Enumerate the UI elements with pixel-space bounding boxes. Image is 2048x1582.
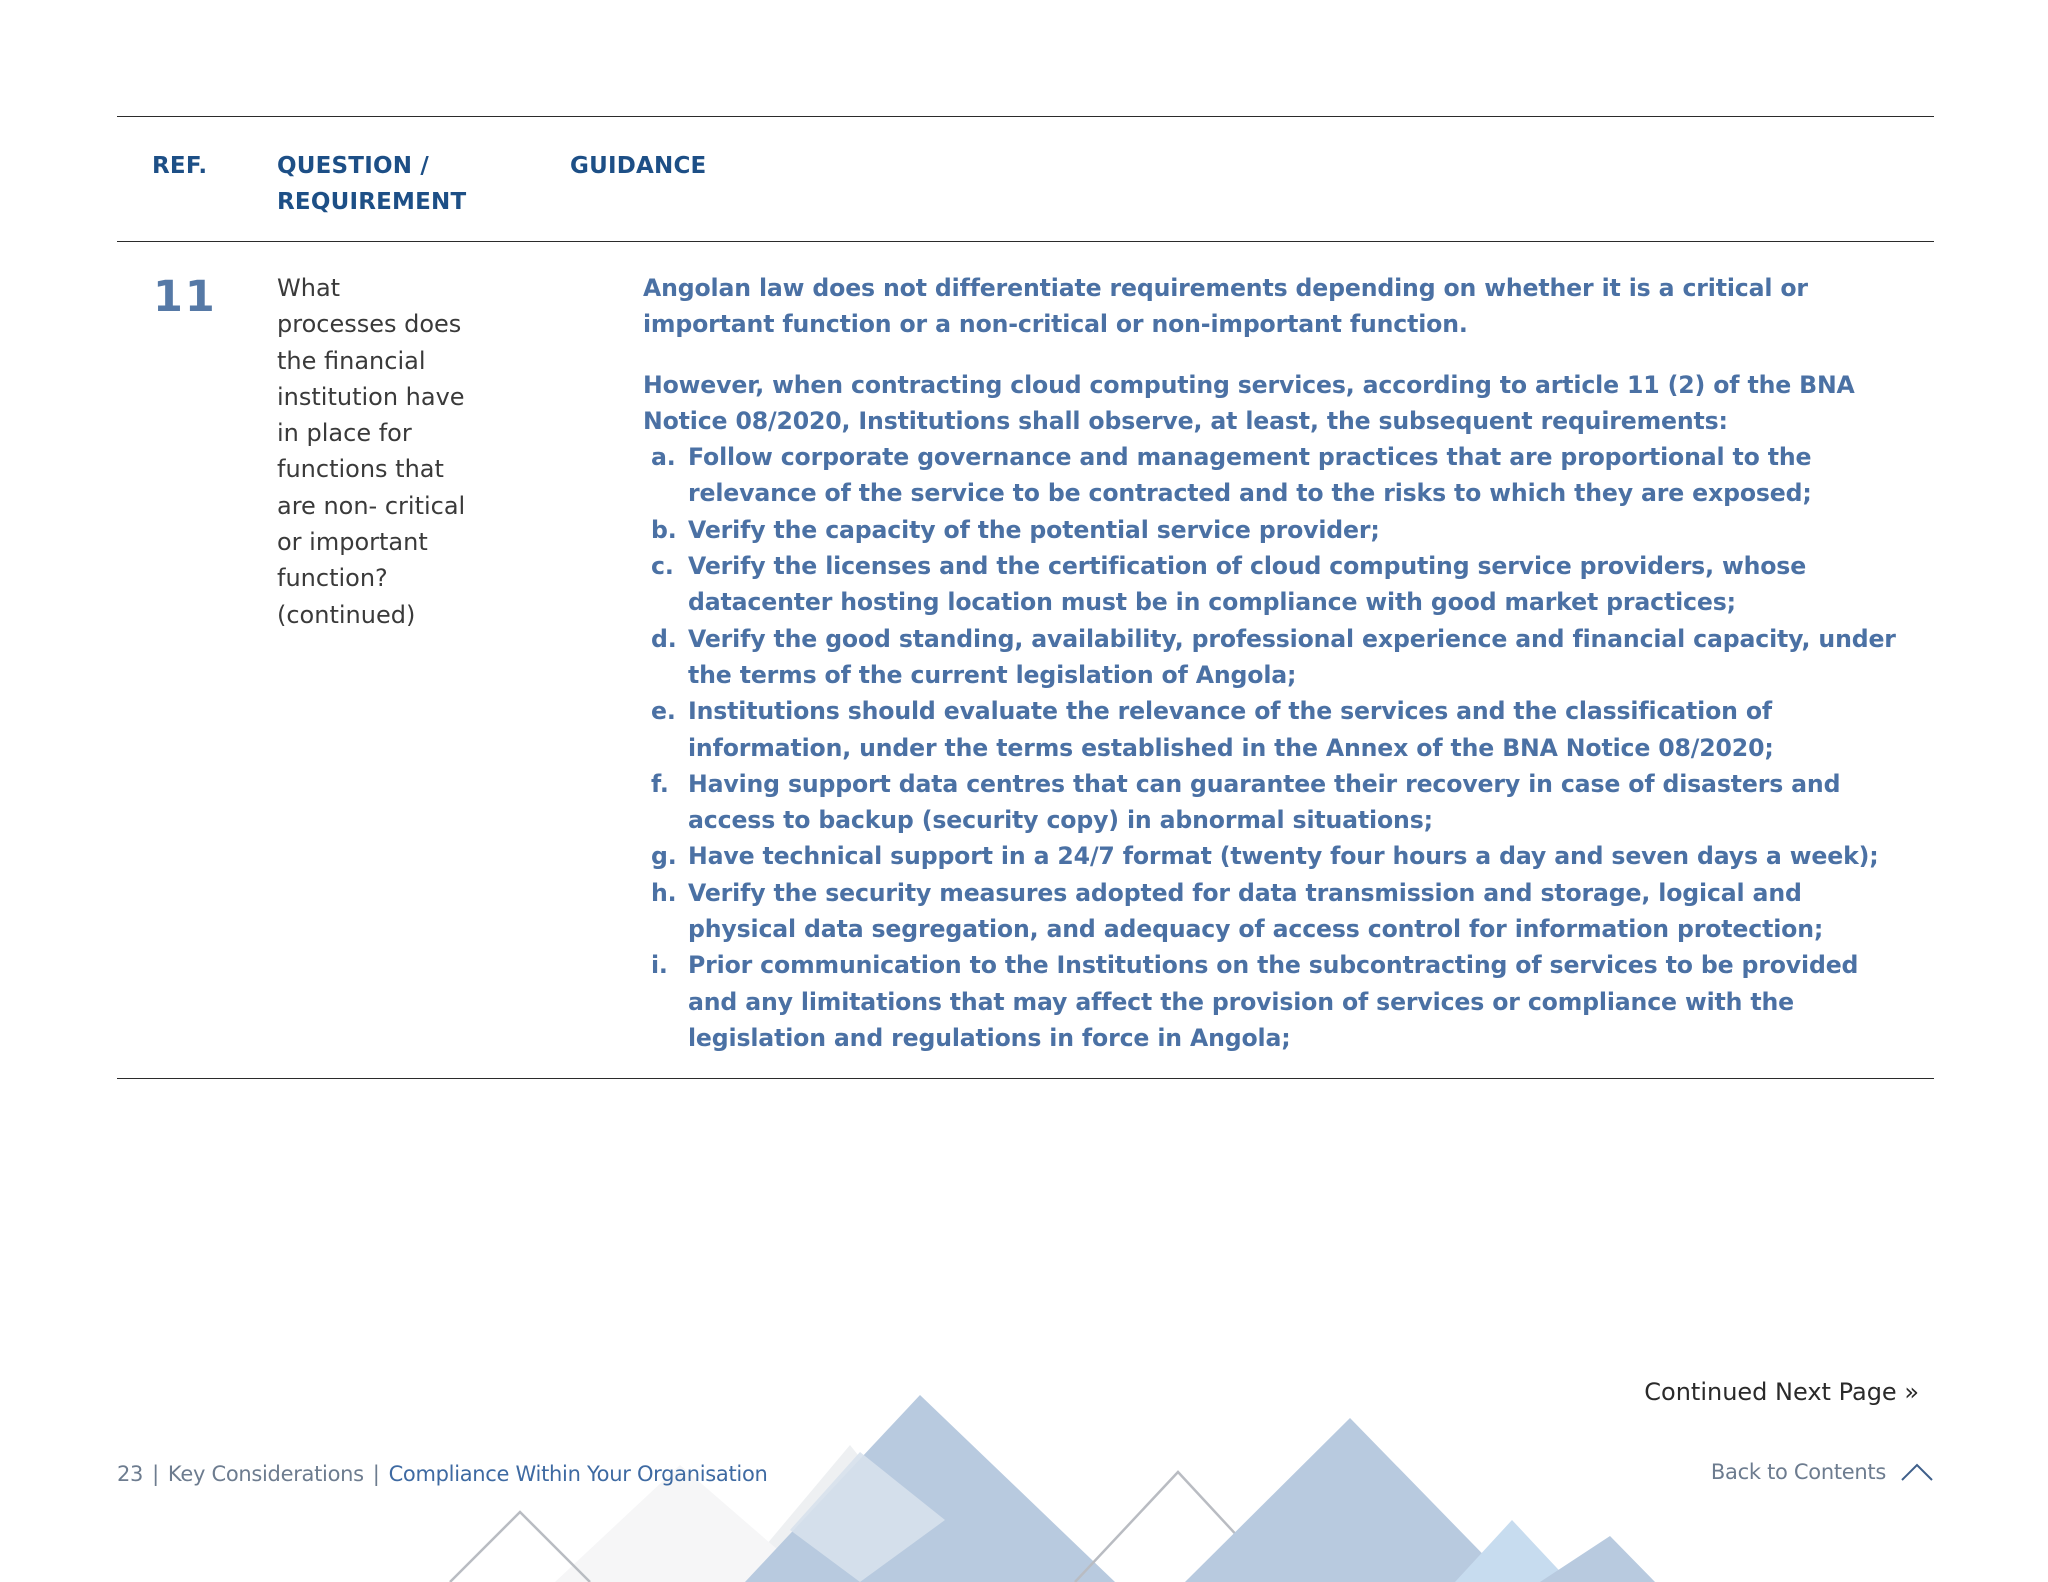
list-item-text: Verify the capacity of the potential service provider; bbox=[688, 515, 1380, 544]
list-item-text: Follow corporate governance and management practices that are proportional to the relevance of the service to be contracted and to the risks to which they are exposed; bbox=[688, 443, 1812, 508]
list-marker: h. bbox=[651, 878, 677, 907]
footer-separator: | bbox=[372, 1462, 380, 1486]
header-guidance: GUIDANCE bbox=[570, 153, 707, 179]
list-marker: g. bbox=[651, 842, 677, 871]
list-marker: f. bbox=[651, 769, 669, 798]
row-question: What processes does the financial institution have in place for functions that are non- critical or important function? (continued) bbox=[277, 274, 466, 629]
list-item-text: Verify the good standing, availability, professional experience and financial capacity, under the terms of the current legislation of Angola; bbox=[688, 624, 1896, 689]
row-guidance bbox=[643, 270, 1903, 1056]
footer-section-link[interactable]: Key Considerations bbox=[167, 1462, 364, 1486]
list-item bbox=[643, 512, 1903, 548]
guidance-intro: Angolan law does not differentiate requirements depending on whether it is a critical or important function or a non-critical or non-important function. bbox=[643, 274, 1808, 339]
guidance-lead: However, when contracting cloud computing services, according to article 11 (2) of the BNA Notice 08/2020, Institutions shall observe, at least, the subsequent requirements: bbox=[643, 370, 1855, 435]
list-item bbox=[643, 621, 1903, 694]
list-marker: b. bbox=[651, 515, 677, 544]
continued-next-page: Continued Next Page » bbox=[1644, 1378, 1919, 1406]
list-item-text: Having support data centres that can guarantee their recovery in case of disasters and access to backup (security copy) in abnormal situations; bbox=[688, 769, 1841, 835]
list-item-text: Verify the security measures adopted for data transmission and storage, logical and physical data segregation, and adequacy of access control for information protection; bbox=[688, 878, 1824, 944]
list-item bbox=[643, 875, 1903, 948]
list-marker: c. bbox=[651, 552, 674, 581]
table-bottom-rule bbox=[117, 1078, 1934, 1079]
list-marker: e. bbox=[651, 697, 676, 726]
list-item bbox=[643, 439, 1903, 512]
back-to-contents-label: Back to Contents bbox=[1710, 1460, 1886, 1484]
requirements-list bbox=[643, 439, 1903, 1056]
list-item-text: Institutions should evaluate the relevance of the services and the classification of information, under the terms established in the Annex of the BNA Notice 08/2020; bbox=[688, 697, 1774, 762]
list-item bbox=[643, 548, 1903, 621]
footer-breadcrumb bbox=[117, 1462, 768, 1486]
list-item bbox=[643, 838, 1903, 874]
list-item-text: Have technical support in a 24/7 format (twenty four hours a day and seven days a week); bbox=[688, 842, 1879, 871]
list-marker: a. bbox=[651, 443, 676, 472]
list-item-text: Verify the licenses and the certification of cloud computing service providers, whose datacenter hosting location must be in compliance with good market practices; bbox=[688, 552, 1807, 617]
page-number: 23 bbox=[117, 1462, 144, 1486]
table-header-rule bbox=[117, 241, 1934, 242]
list-item bbox=[643, 766, 1903, 839]
row-ref-number: 11 bbox=[153, 272, 217, 322]
list-marker: d. bbox=[651, 624, 677, 653]
header-question: QUESTION / REQUIREMENT bbox=[277, 153, 467, 215]
list-item bbox=[643, 947, 1903, 1056]
footer-chapter-link[interactable]: Compliance Within Your Organisation bbox=[388, 1462, 768, 1486]
table-top-rule bbox=[117, 116, 1934, 117]
list-item-text: Prior communication to the Institutions on the subcontracting of services to be provided and any limitations that may affect the provision of services or compliance with the legislation and regulations in force in Angola; bbox=[688, 951, 1859, 1052]
back-to-contents-link[interactable] bbox=[1711, 1460, 1934, 1484]
chevron-up-icon bbox=[1900, 1462, 1934, 1482]
footer-separator: | bbox=[152, 1462, 159, 1486]
list-marker: i. bbox=[651, 951, 668, 980]
header-ref: REF. bbox=[152, 153, 208, 179]
list-item bbox=[643, 693, 1903, 766]
